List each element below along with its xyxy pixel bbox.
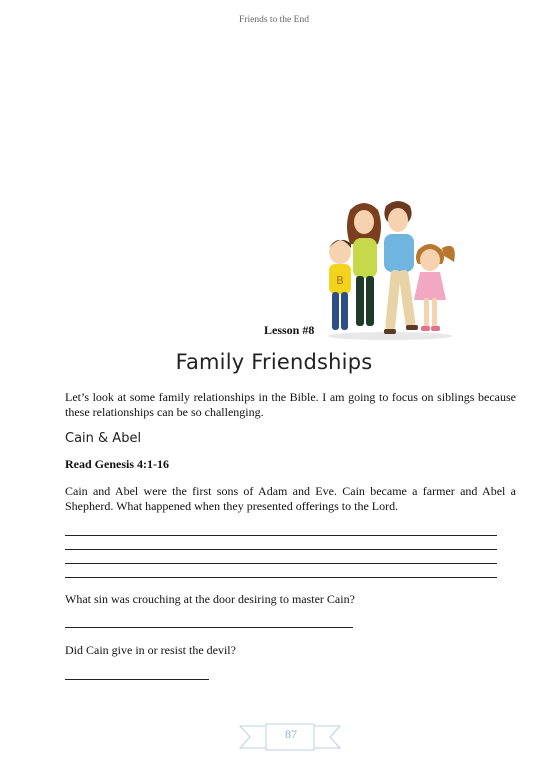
section-heading: Cain & Abel: [65, 431, 142, 446]
running-header: Friends to the End: [239, 15, 309, 25]
answer-line[interactable]: [65, 679, 209, 680]
answer-line[interactable]: [65, 549, 497, 550]
answer-line[interactable]: [65, 577, 497, 578]
lesson-label: Lesson #8: [264, 323, 315, 337]
page-number: 87: [285, 727, 297, 741]
question-2: Did Cain give in or resist the devil?: [65, 643, 236, 657]
answer-line[interactable]: [65, 535, 497, 536]
family-illustration: [320, 192, 460, 340]
dad-figure: [384, 201, 418, 334]
boy-figure: [329, 240, 351, 330]
answer-line[interactable]: [65, 627, 353, 628]
mom-figure: [347, 203, 381, 326]
intro-paragraph: Let’s look at some family relationships in the Bible. I am going to focus on siblings because these relationships can be so challenging.: [65, 390, 516, 419]
girl-figure: [414, 244, 455, 331]
reading-reference: Read Genesis 4:1-16: [65, 457, 169, 471]
question-1: What sin was crouching at the door desiring to master Cain?: [65, 592, 355, 606]
svg-text:B: B: [336, 274, 344, 287]
answer-line[interactable]: [65, 563, 497, 564]
section-body: Cain and Abel were the first sons of Adam and Eve. Cain became a farmer and Abel a Shepherd. What happened when they presented offerings to the Lord.: [65, 484, 516, 513]
page-title: Family Friendships: [175, 350, 373, 374]
